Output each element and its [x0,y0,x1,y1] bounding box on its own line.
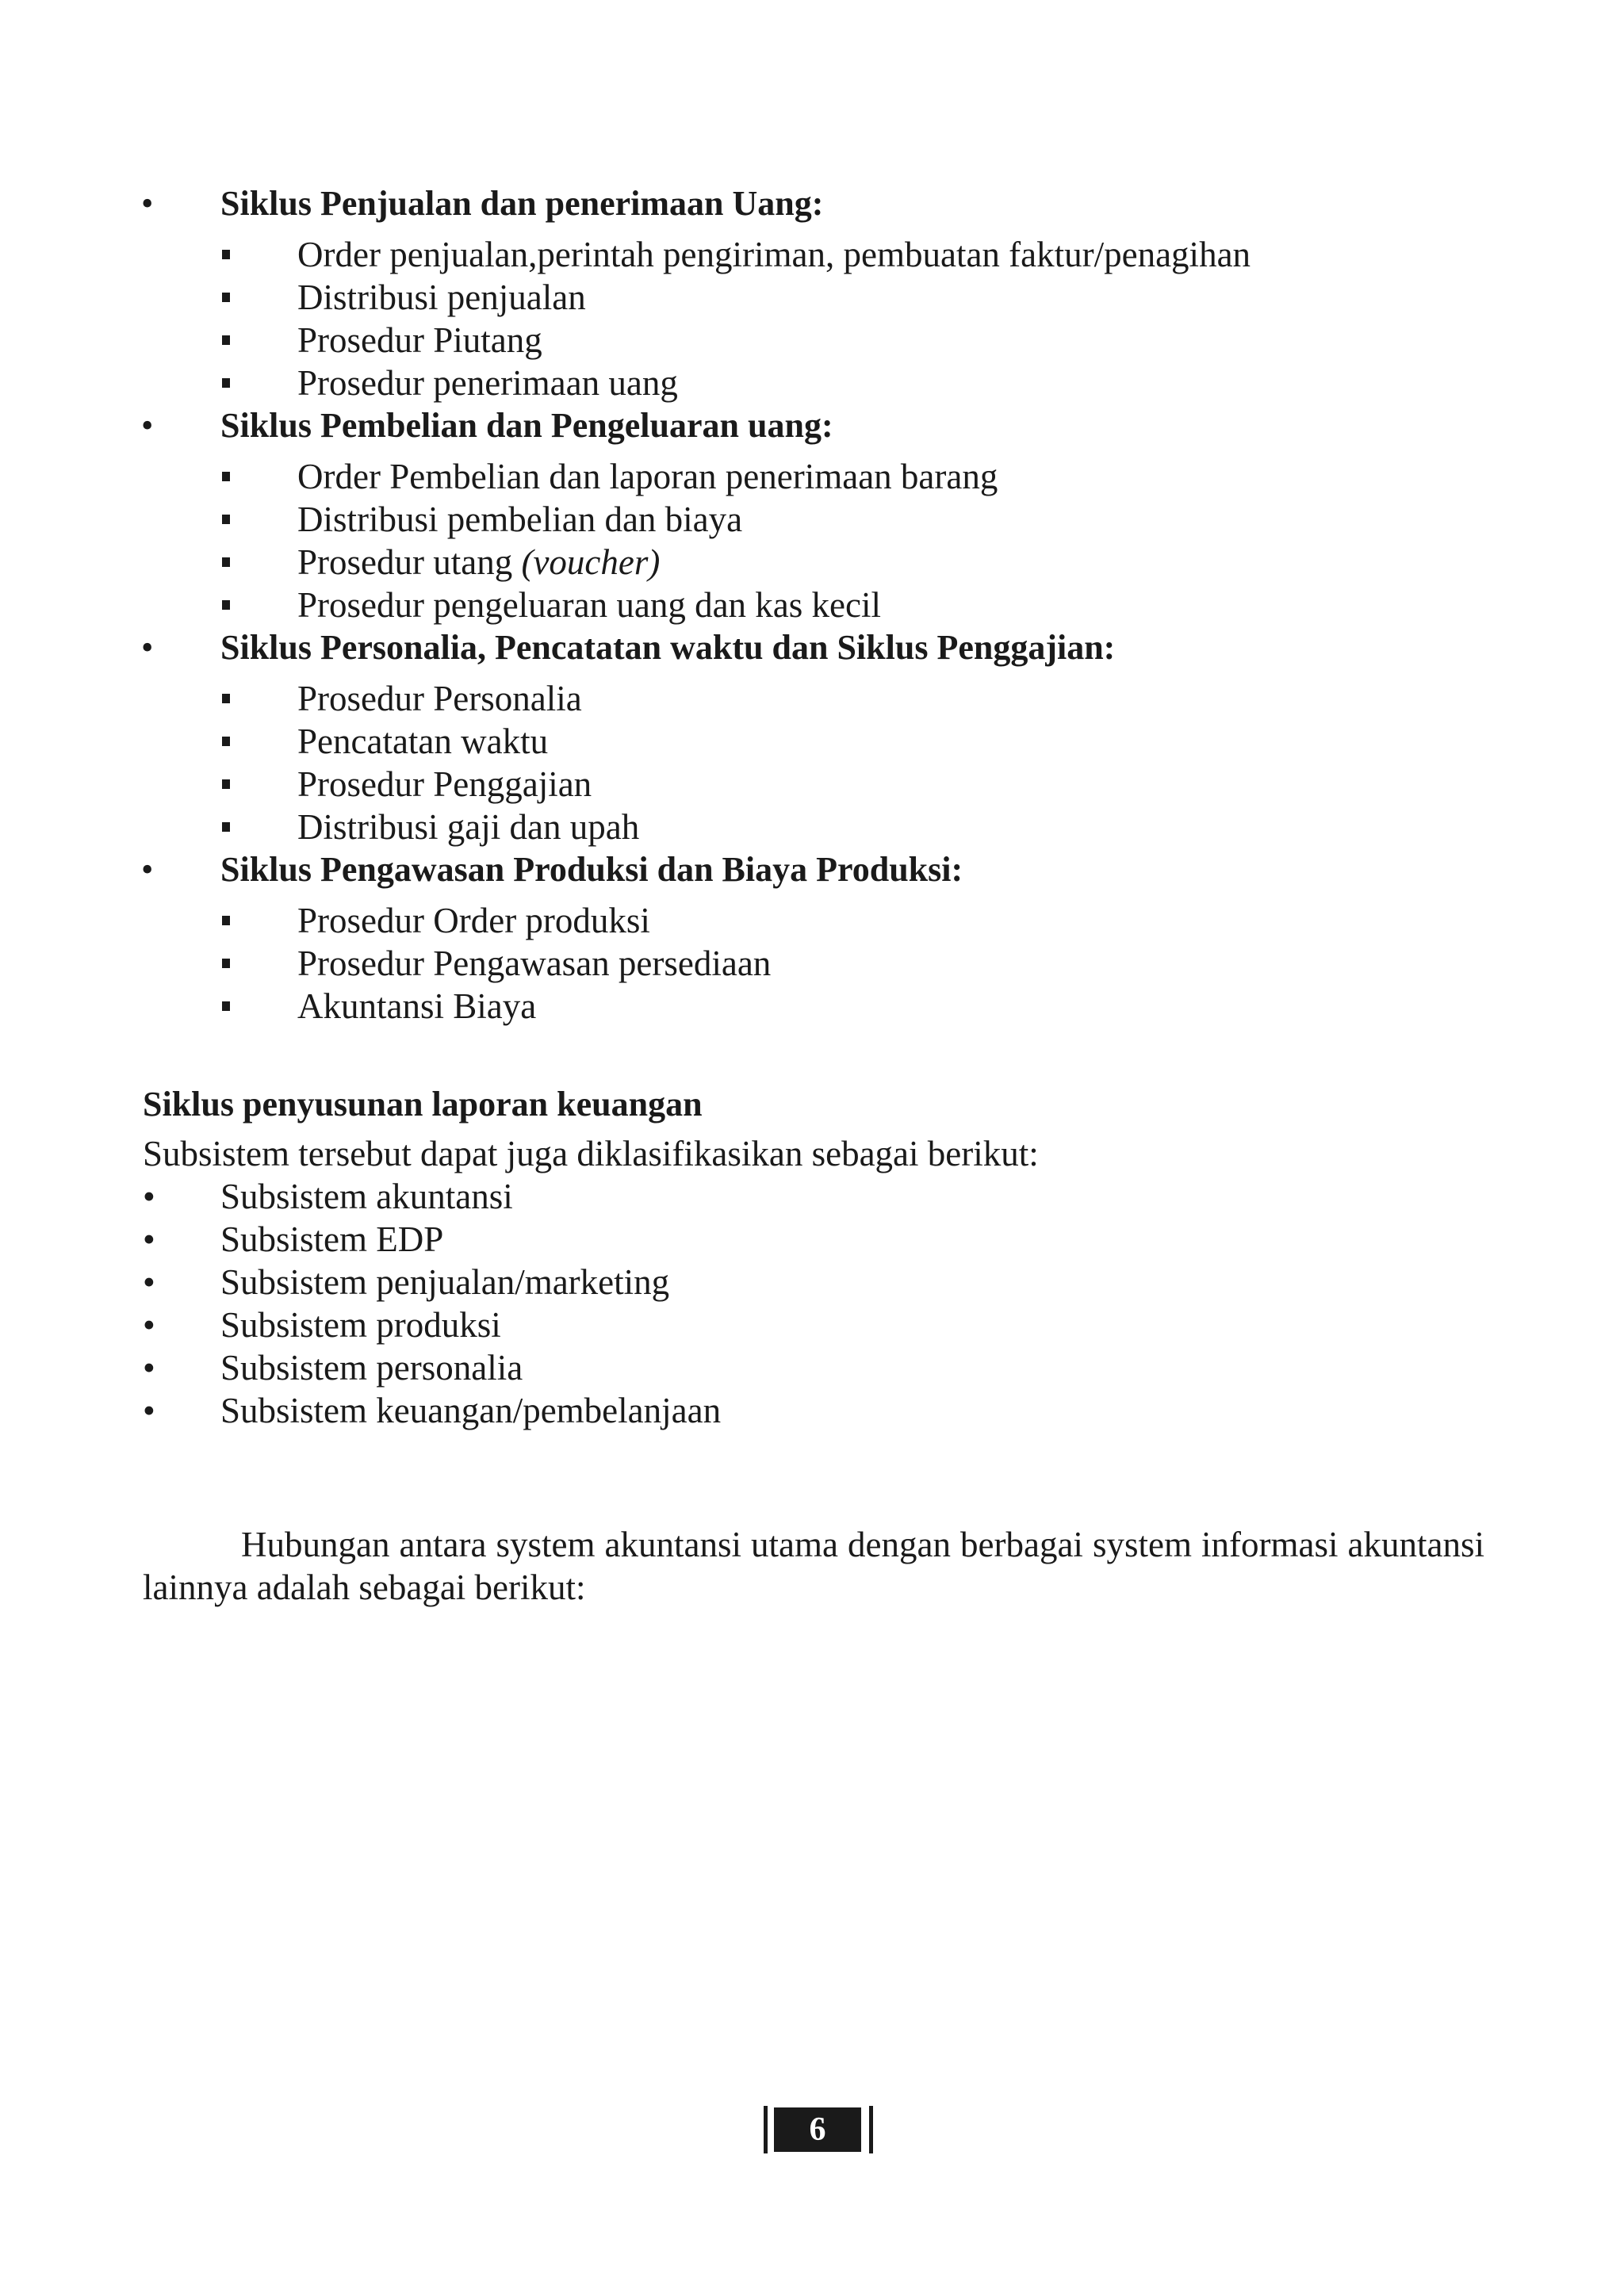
list-item-text: Subsistem produksi [220,1305,501,1345]
bullet-icon: • [143,1219,155,1259]
square-bullet-icon [222,515,230,524]
bullet-icon: • [143,1177,155,1216]
list-item [0,276,1624,319]
list-item [143,1346,1491,1389]
page-number [764,2106,873,2153]
list-item-text: Prosedur penerimaan uang [297,363,678,403]
list-item-text: Subsistem akuntansi [220,1177,513,1216]
page-number-label: 6 [774,2107,861,2152]
page-number-right-bar [869,2106,873,2153]
list-item-text: Subsistem EDP [220,1219,444,1259]
cycle-heading: Siklus Personalia, Pencatatan waktu dan Siklus Penggajian: [220,628,1116,667]
cycle-item [0,404,1624,626]
square-bullet-icon [222,1001,230,1011]
bullet-icon: • [143,1262,155,1302]
square-bullet-icon [222,250,230,259]
list-item [0,362,1624,404]
list-item [0,942,1624,985]
cycle-sub-list [0,677,1624,848]
subsystem-list [143,1175,1491,1432]
cycle-heading: Siklus Penjualan dan penerimaan Uang: [220,184,824,223]
square-bullet-icon [222,959,230,968]
list-item-text: Prosedur pengeluaran uang dan kas kecil [297,585,881,625]
bullet-icon: • [143,1305,155,1345]
cycle-item [0,848,1624,1028]
square-bullet-icon [222,694,230,703]
list-item-text: Prosedur Personalia [297,679,582,718]
list-item-text: Prosedur Order produksi [297,901,650,940]
cycle-heading: Siklus Pengawasan Produksi dan Biaya Produksi: [220,850,963,889]
list-item [143,1175,1491,1218]
list-item [143,1303,1491,1346]
list-item-text: Prosedur Penggajian [297,764,592,804]
bullet-icon: • [141,406,154,445]
list-item-text: Subsistem keuangan/pembelanjaan [220,1391,722,1430]
square-bullet-icon [222,737,230,746]
list-item-text: Subsistem personalia [220,1348,523,1388]
list-item [0,763,1624,806]
cycle-list [0,182,1624,1028]
financial-report-section [143,1083,1491,1432]
list-item [0,455,1624,498]
list-item [0,233,1624,276]
list-item-text: Distribusi penjualan [297,278,586,317]
list-item-text: Pencatatan waktu [297,722,549,761]
cycle-sub-list [0,233,1624,404]
list-item [0,806,1624,848]
bullet-icon: • [143,1391,155,1430]
list-item [0,498,1624,541]
bullet-icon: • [143,1348,155,1388]
section-intro: Subsistem tersebut dapat juga diklasifikasikan sebagai berikut: [143,1134,1039,1173]
cycle-sub-list [0,899,1624,1028]
list-item [0,899,1624,942]
list-item-text: Prosedur utang (voucher) [297,542,661,582]
list-item [143,1261,1491,1303]
square-bullet-icon [222,472,230,481]
bullet-icon: • [141,184,154,223]
square-bullet-icon [222,779,230,789]
list-item-text: Distribusi gaji dan upah [297,807,640,847]
square-bullet-icon [222,378,230,388]
italic-term: (voucher) [521,542,661,582]
list-item [0,584,1624,626]
square-bullet-icon [222,293,230,302]
list-item-text: Order Pembelian dan laporan penerimaan barang [297,457,998,496]
list-item-text: Akuntansi Biaya [297,986,537,1026]
list-item [0,541,1624,584]
square-bullet-icon [222,822,230,832]
cycle-item [0,626,1624,848]
list-item-text: Prosedur Piutang [297,320,542,360]
list-item [0,985,1624,1028]
list-item [143,1218,1491,1261]
list-item-text: Distribusi pembelian dan biaya [297,500,743,539]
list-item [0,319,1624,362]
cycle-item [0,182,1624,404]
body-paragraph: Hubungan antara system akuntansi utama dengan berbagai system informasi akuntansi lainnya adalah sebagai berikut: [143,1525,1484,1607]
list-item [143,1389,1491,1432]
list-item-text: Prosedur Pengawasan persediaan [297,944,772,983]
square-bullet-icon [222,335,230,345]
cycle-sub-list [0,455,1624,626]
square-bullet-icon [222,557,230,567]
square-bullet-icon [222,916,230,925]
section-title: Siklus penyusunan laporan keuangan [143,1085,703,1124]
list-item [0,720,1624,763]
bullet-icon: • [141,850,154,889]
page-number-left-bar [764,2106,768,2153]
square-bullet-icon [222,600,230,610]
list-item-text: Subsistem penjualan/marketing [220,1262,670,1302]
list-item-text: Order penjualan,perintah pengiriman, pembuatan faktur/penagihan [297,235,1251,274]
bullet-icon: • [141,628,154,667]
cycle-heading: Siklus Pembelian dan Pengeluaran uang: [220,406,833,445]
list-item [0,677,1624,720]
